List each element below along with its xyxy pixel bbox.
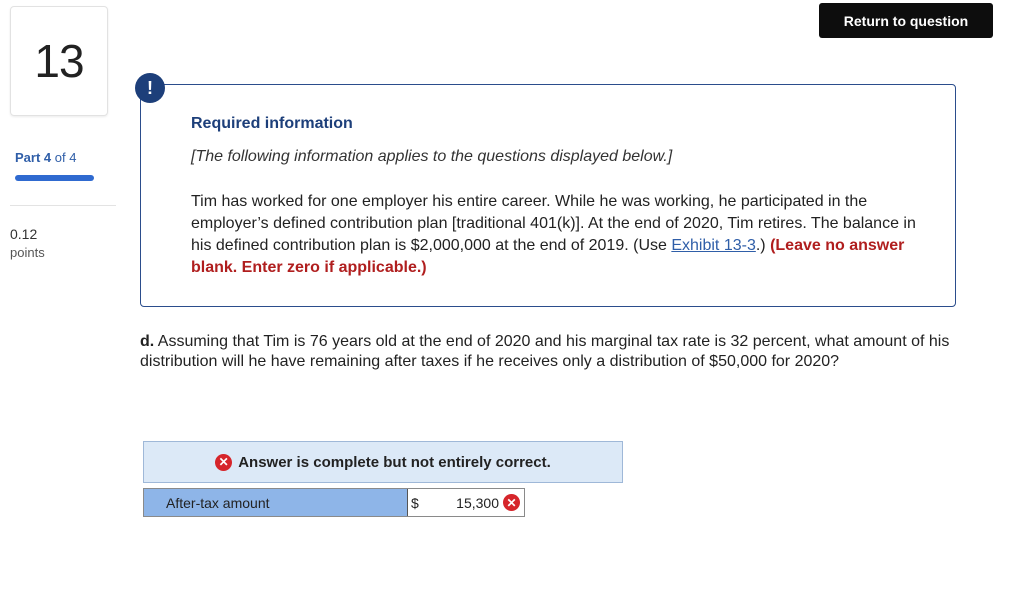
sidebar-divider bbox=[10, 205, 116, 206]
alert-icon: ! bbox=[135, 73, 165, 103]
question-text: Assuming that Tim is 76 years old at the end of 2020 and his marginal tax rate is 32 percent, what amount of his distribution will he have remaining after taxes if he receives only a distribution of $50,000 for 2020? bbox=[140, 333, 950, 370]
question-part-label: d. bbox=[140, 333, 155, 350]
return-to-question-button[interactable]: Return to question bbox=[819, 3, 993, 38]
answer-status-banner bbox=[143, 441, 623, 483]
exhibit-link[interactable]: Exhibit 13-3 bbox=[671, 237, 756, 254]
points-value: 0.12 bbox=[10, 226, 38, 242]
required-info-subtitle: [The following information applies to the questions displayed below.] bbox=[191, 148, 673, 165]
required-info-title: Required information bbox=[191, 115, 353, 132]
points-label: points bbox=[10, 245, 45, 260]
after-tax-amount-label: After-tax amount bbox=[144, 489, 408, 516]
instruction-warning: (Leave no answer blank. Enter zero if applicable.) bbox=[191, 237, 905, 276]
question-number: 13 bbox=[34, 35, 84, 87]
part-total: of 4 bbox=[54, 150, 77, 165]
scenario-text: Tim has worked for one employer his entire career. While he was working, he participated in the employer’s defined contribution plan [traditional 401(k)]. At the end of 2020, Tim retires. The balance in his defined contribution plan is $2,000,000 at the end of 2019. (Use bbox=[191, 193, 916, 254]
after-tax-amount-field[interactable] bbox=[408, 489, 524, 516]
currency-symbol: $ bbox=[411, 494, 419, 511]
part-progress-bar bbox=[15, 175, 94, 181]
after-link-text: .) bbox=[755, 237, 771, 254]
part-indicator bbox=[15, 150, 76, 165]
incorrect-mark-icon: ✕ bbox=[503, 494, 520, 511]
required-info-body bbox=[191, 191, 931, 279]
incorrect-icon: ✕ bbox=[215, 454, 232, 471]
part-current: Part 4 bbox=[15, 150, 52, 165]
after-tax-amount-value[interactable]: 15,300 bbox=[456, 494, 499, 511]
answer-table-row bbox=[143, 488, 525, 517]
answer-status-text: Answer is complete but not entirely correct. bbox=[238, 453, 551, 471]
question-prompt bbox=[140, 332, 1002, 372]
question-number-card bbox=[10, 6, 108, 116]
